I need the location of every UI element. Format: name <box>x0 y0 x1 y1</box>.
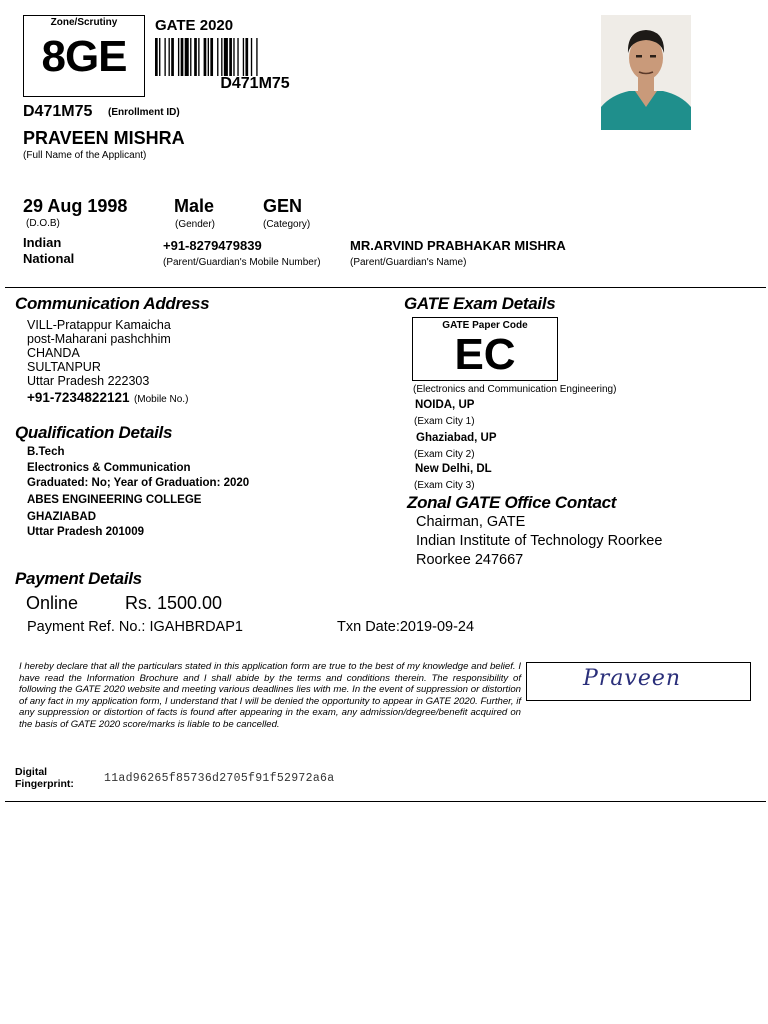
zone-label: Zone/Scrutiny <box>50 17 118 28</box>
exam-heading: GATE Exam Details <box>404 294 556 313</box>
exam-city-2: Ghaziabad, UP <box>416 432 497 444</box>
mobile-row <box>27 389 188 407</box>
exam-city-3: New Delhi, DL <box>415 463 492 475</box>
fingerprint-label-line1: Digital <box>15 766 48 778</box>
barcode-text: D471M75 <box>220 75 290 92</box>
payment-heading: Payment Details <box>15 569 142 588</box>
enrollment-id-label: (Enrollment ID) <box>108 107 180 118</box>
signature: Praveen <box>583 666 682 691</box>
nationality-line2: National <box>23 251 75 266</box>
dob-value: 29 Aug 1998 <box>23 196 128 216</box>
payment-amount: Rs. 1500.00 <box>125 593 223 613</box>
signature-box <box>526 662 751 701</box>
paper-code-label: GATE Paper Code <box>442 320 528 331</box>
barcode-image <box>155 38 335 76</box>
qualification-city: GHAZIABAD <box>27 511 96 523</box>
qualification-graduation: Graduated: No; Year of Graduation: 2020 <box>27 477 250 489</box>
qualification-college: ABES ENGINEERING COLLEGE <box>27 494 202 506</box>
mobile-label: (Mobile No.) <box>133 394 189 405</box>
paper-code: EC <box>454 330 516 379</box>
parent-mobile: +91-8279479839 <box>163 238 262 253</box>
exam-city-2-label: (Exam City 2) <box>414 449 475 460</box>
applicant-photo <box>601 15 691 130</box>
parent-name: MR.ARVIND PRABHAKAR MISHRA <box>350 238 566 253</box>
qualification-degree: B.Tech <box>27 446 65 458</box>
gender-label: (Gender) <box>175 219 216 230</box>
zonal-line: Roorkee 247667 <box>416 552 524 568</box>
category-value: GEN <box>263 196 303 216</box>
address-block <box>27 318 171 388</box>
exam-city-1-label: (Exam City 1) <box>414 416 475 427</box>
payment-mode: Online <box>26 593 79 613</box>
zonal-heading: Zonal GATE Office Contact <box>407 493 617 512</box>
zonal-address <box>416 513 662 570</box>
gender-value: Male <box>174 196 215 216</box>
zonal-line: Indian Institute of Technology Roorkee <box>416 533 663 549</box>
parent-mobile-label: (Parent/Guardian's Mobile Number) <box>163 257 321 268</box>
address-line: Uttar Pradesh 222303 <box>27 374 150 388</box>
mobile-number: +91-7234822121 <box>27 390 130 405</box>
paper-name: (Electronics and Communication Engineering) <box>413 384 617 395</box>
enrollment-id: D471M75 <box>23 103 93 120</box>
nationality-line1: Indian <box>23 235 62 250</box>
address-line: CHANDA <box>27 346 80 360</box>
address-line: VILL-Pratappur Kamaicha <box>27 318 171 332</box>
communication-heading: Communication Address <box>15 294 210 313</box>
qualification-state: Uttar Pradesh 201009 <box>27 526 144 538</box>
exam-city-1: NOIDA, UP <box>415 399 475 411</box>
parent-name-label: (Parent/Guardian's Name) <box>350 257 467 268</box>
fingerprint-label <box>15 766 74 790</box>
declaration-text: I hereby declare that all the particulars stated in this application form are true to the best of my knowledge and belief. I have read the Information Brochure and I shall abide by the terms and conditions therein. The responsibility of following the GATE 2020 website and meeting various deadlines lies with me. In the event of suppression or distortion of any fact in my application form, I understand that I will be denied the opportunity to appear in GATE 2020. Further, if any suppression or distortion of facts is found after appearing in the exam, any admission/degree/benefit acquired on the basis of GATE 2020 score/marks is liable to be cancelled. <box>19 661 521 730</box>
address-line: post-Maharani pashchhim <box>27 332 171 346</box>
exam-city-3-label: (Exam City 3) <box>414 480 475 491</box>
zone-code: 8GE <box>41 32 127 81</box>
fingerprint-value: 11ad96265f85736d2705f91f52972a6a <box>104 772 335 785</box>
zonal-line: Chairman, GATE <box>416 514 526 530</box>
exam-title: GATE 2020 <box>155 17 234 34</box>
applicant-name-label: (Full Name of the Applicant) <box>23 150 147 161</box>
divider-top <box>5 287 766 288</box>
fingerprint-label-line2: Fingerprint: <box>15 778 74 790</box>
dob-label: (D.O.B) <box>26 218 60 229</box>
divider-bottom <box>5 801 766 802</box>
qualification-discipline: Electronics & Communication <box>27 462 191 474</box>
payment-txn-date: Txn Date:2019-09-24 <box>337 619 475 635</box>
address-line: SULTANPUR <box>27 360 101 374</box>
qualification-heading: Qualification Details <box>15 423 173 442</box>
category-label: (Category) <box>263 219 311 230</box>
payment-ref: Payment Ref. No.: IGAHBRDAP1 <box>27 619 243 635</box>
applicant-name: PRAVEEN MISHRA <box>23 128 185 148</box>
